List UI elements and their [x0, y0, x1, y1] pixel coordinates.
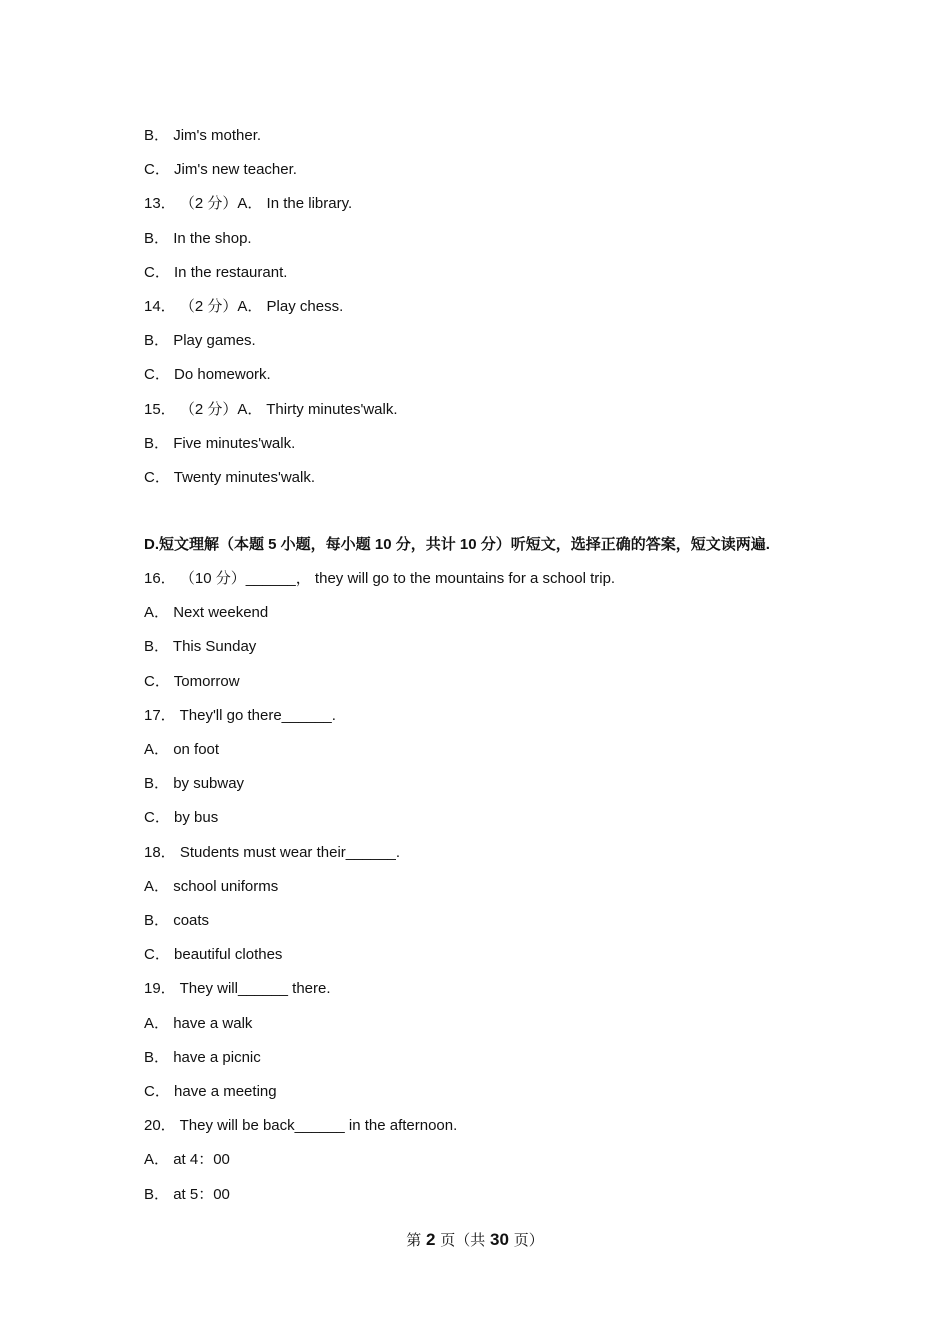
question-line	[144, 774, 244, 794]
line-text: beautiful clothes	[174, 946, 283, 964]
question-line	[144, 808, 218, 828]
question-line	[144, 331, 256, 351]
line-label: A．	[144, 877, 170, 895]
line-label: 16．	[144, 570, 176, 587]
question-line	[144, 194, 352, 214]
page-total: 30	[490, 1230, 509, 1249]
line-label: 18．	[144, 843, 176, 861]
question-line	[144, 160, 297, 180]
page-number: 2	[426, 1230, 436, 1249]
line-text: Next weekend	[173, 604, 269, 622]
question-line	[144, 672, 240, 692]
question-line	[144, 400, 398, 420]
question-line	[144, 1014, 252, 1034]
line-label: B．	[144, 912, 170, 929]
line-text: （2 分）A． In the library.	[179, 195, 353, 213]
question-line	[144, 843, 400, 863]
question-line	[144, 1150, 230, 1170]
question-line	[144, 706, 336, 726]
line-text: This Sunday	[172, 638, 257, 656]
line-label: 19．	[144, 980, 176, 998]
line-text: have a meeting	[174, 1083, 277, 1100]
line-text: （10 分）______， they will go to the mountains for a school trip.	[179, 570, 616, 587]
line-text: at 4：00	[173, 1151, 230, 1169]
question-line	[144, 263, 287, 283]
line-text: （2 分）A． Thirty minutes'walk.	[179, 400, 398, 418]
line-label: B．	[144, 1048, 170, 1066]
line-text: In the shop.	[173, 229, 252, 247]
line-label: C．	[144, 263, 170, 281]
question-line	[144, 434, 295, 454]
line-label: C．	[144, 672, 170, 690]
line-text: They will be back______ in the afternoon.	[179, 1117, 458, 1135]
question-line	[144, 365, 271, 385]
line-label: B．	[144, 775, 170, 793]
question-line	[144, 603, 268, 623]
line-text: school uniforms	[173, 877, 279, 895]
line-label: C．	[144, 809, 170, 827]
line-label: 15．	[144, 400, 176, 418]
question-line	[144, 126, 261, 146]
line-text: They'll go there______.	[179, 706, 336, 724]
line-text: on foot	[173, 741, 220, 758]
question-line	[144, 229, 252, 249]
line-text: Jim's new teacher.	[174, 161, 297, 179]
line-text: Students must wear their______.	[179, 843, 400, 861]
line-label: B．	[144, 1185, 170, 1203]
footer-middle: 页（共	[435, 1231, 491, 1249]
section-heading: D.短文理解（本题 5 小题，每小题 10 分，共计 10 分）听短文，选择正确的答案，短文读两遍.	[144, 536, 770, 553]
question-line	[144, 979, 331, 999]
line-text: have a walk	[173, 1014, 253, 1032]
line-text: coats	[173, 912, 210, 929]
line-label: B．	[144, 434, 170, 452]
line-label: A．	[144, 604, 170, 622]
question-line	[144, 297, 343, 317]
line-label: 14．	[144, 298, 176, 315]
line-label: 20．	[144, 1117, 176, 1135]
question-line	[144, 1185, 230, 1205]
question-line	[144, 569, 615, 589]
question-line	[144, 1082, 277, 1102]
page-footer	[0, 1229, 950, 1251]
line-text: （2 分）A． Play chess.	[179, 298, 344, 315]
line-label: A．	[144, 741, 170, 758]
line-label: A．	[144, 1151, 170, 1169]
question-line	[144, 877, 278, 897]
line-text: Do homework.	[174, 366, 271, 384]
question-line	[144, 468, 315, 488]
line-label: C．	[144, 946, 170, 964]
line-text: by bus	[174, 809, 219, 827]
question-line	[144, 637, 256, 657]
line-label: 17．	[144, 706, 176, 724]
line-text: Twenty minutes'walk.	[173, 469, 315, 486]
line-label: C．	[144, 1083, 170, 1100]
line-label: C．	[144, 161, 170, 179]
line-label: C．	[144, 366, 170, 384]
line-text: at 5：00	[173, 1185, 230, 1203]
line-text: Tomorrow	[173, 672, 240, 690]
line-label: B．	[144, 638, 170, 656]
line-label: B．	[144, 332, 170, 350]
question-line	[144, 911, 209, 931]
question-line	[144, 1116, 457, 1136]
line-text: They will______ there.	[179, 980, 331, 998]
line-text: Play games.	[173, 332, 256, 350]
question-line	[144, 945, 282, 965]
line-label: 13．	[144, 195, 176, 213]
footer-suffix: 页）	[508, 1231, 544, 1249]
question-line	[144, 740, 219, 760]
question-line	[144, 1048, 261, 1068]
footer-prefix: 第	[406, 1231, 427, 1249]
line-label: B．	[144, 229, 170, 247]
line-text: In the restaurant.	[174, 263, 288, 281]
line-text: have a picnic	[173, 1048, 261, 1066]
line-label: B．	[144, 127, 170, 144]
line-label: A．	[144, 1014, 170, 1032]
line-text: by subway	[173, 775, 245, 793]
line-text: Jim's mother.	[173, 127, 262, 144]
line-text: Five minutes'walk.	[173, 434, 296, 452]
line-label: C．	[144, 469, 170, 486]
